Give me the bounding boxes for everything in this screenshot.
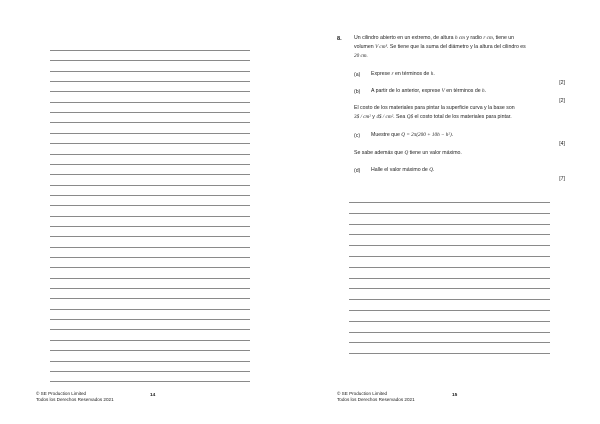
- part-c-text: Muestre que Q = 2π(200 + 10h − h²).: [371, 132, 454, 138]
- answer-line: [349, 202, 550, 203]
- part-b-label: (b): [354, 89, 361, 95]
- answer-line: [50, 91, 250, 92]
- answer-line: [50, 174, 250, 175]
- part-a-marks: [2]: [559, 80, 565, 86]
- answer-line: [349, 332, 550, 333]
- answer-line: [50, 205, 250, 206]
- part-c-marks: [4]: [559, 141, 565, 147]
- answer-line: [50, 236, 250, 237]
- answer-line: [349, 321, 550, 322]
- answer-line: [50, 247, 250, 248]
- answer-line: [50, 340, 250, 341]
- answer-line: [50, 329, 250, 330]
- answer-line: [50, 195, 250, 196]
- intro-line-3: 20 cm.: [354, 53, 368, 59]
- answer-line: [50, 164, 250, 165]
- answer-line: [349, 288, 550, 289]
- answer-line: [349, 213, 550, 214]
- answer-line: [50, 133, 250, 134]
- question-number: 8.: [337, 36, 342, 42]
- part-d-label: (d): [354, 168, 361, 174]
- answer-line: [50, 288, 250, 289]
- answer-line: [50, 71, 250, 72]
- part-b-marks: [2]: [559, 98, 565, 104]
- left-footer-rights: Todos los Derechos Reservados 2021: [36, 397, 114, 403]
- answer-line: [50, 112, 250, 113]
- max-value-sentence: Se sabe además que Q tiene un valor máximo.: [354, 150, 462, 156]
- left-answer-lines: [50, 0, 250, 424]
- answer-line: [50, 226, 250, 227]
- cost-line-1: El costo de los materiales para pintar la superficie curva y la base son: [354, 105, 515, 111]
- answer-line: [349, 267, 550, 268]
- answer-line: [349, 234, 550, 235]
- answer-line: [50, 81, 250, 82]
- answer-line: [349, 256, 550, 257]
- intro-line-1: Un cilindro abierto en un extremo, de altura h cm y radio r cm, tiene un: [354, 35, 515, 41]
- answer-line: [349, 245, 550, 246]
- right-footer: [337, 391, 415, 404]
- answer-line: [50, 102, 250, 103]
- answer-line: [349, 342, 550, 343]
- left-page-number: 14: [150, 393, 156, 398]
- right-answer-lines: [349, 0, 550, 424]
- answer-line: [50, 350, 250, 351]
- answer-line: [50, 319, 250, 320]
- answer-line: [50, 278, 250, 279]
- answer-line: [349, 299, 550, 300]
- answer-line: [50, 154, 250, 155]
- left-footer-copyright: © SE Production Limited: [36, 391, 87, 396]
- part-d-text: Halle el valor máximo de Q.: [371, 167, 435, 173]
- answer-line: [50, 257, 250, 258]
- part-a-text: Exprese r en términos de h.: [371, 71, 435, 77]
- part-d-marks: [7]: [559, 176, 565, 182]
- right-page-number: 15: [452, 393, 458, 398]
- answer-line: [50, 122, 250, 123]
- answer-line: [50, 309, 250, 310]
- answer-line: [50, 60, 250, 61]
- answer-line: [50, 298, 250, 299]
- answer-line: [50, 371, 250, 372]
- answer-line: [50, 361, 250, 362]
- answer-line: [50, 381, 250, 382]
- right-footer-copyright: © SE Production Limited: [337, 391, 388, 396]
- answer-line: [349, 278, 550, 279]
- part-c-label: (c): [354, 133, 361, 139]
- answer-line: [50, 143, 250, 144]
- part-b-text: A partir de lo anterior, exprese V en términos de h.: [371, 88, 487, 94]
- cost-line-2: 3$ / cm² y 4$ / cm². Sea Q$ el costo total de los materiales para pintar.: [354, 114, 512, 120]
- intro-line-2: volumen V cm³. Se tiene que la suma del diámetro y la altura del cilindro es: [354, 44, 526, 50]
- answer-line: [349, 224, 550, 225]
- right-footer-rights: Todos los Derechos Reservados 2021: [337, 397, 415, 403]
- part-a-label: (a): [354, 72, 361, 78]
- answer-line: [50, 50, 250, 51]
- answer-line: [349, 310, 550, 311]
- answer-line: [349, 353, 550, 354]
- left-footer: [36, 391, 114, 404]
- answer-line: [50, 185, 250, 186]
- answer-line: [50, 216, 250, 217]
- answer-line: [50, 267, 250, 268]
